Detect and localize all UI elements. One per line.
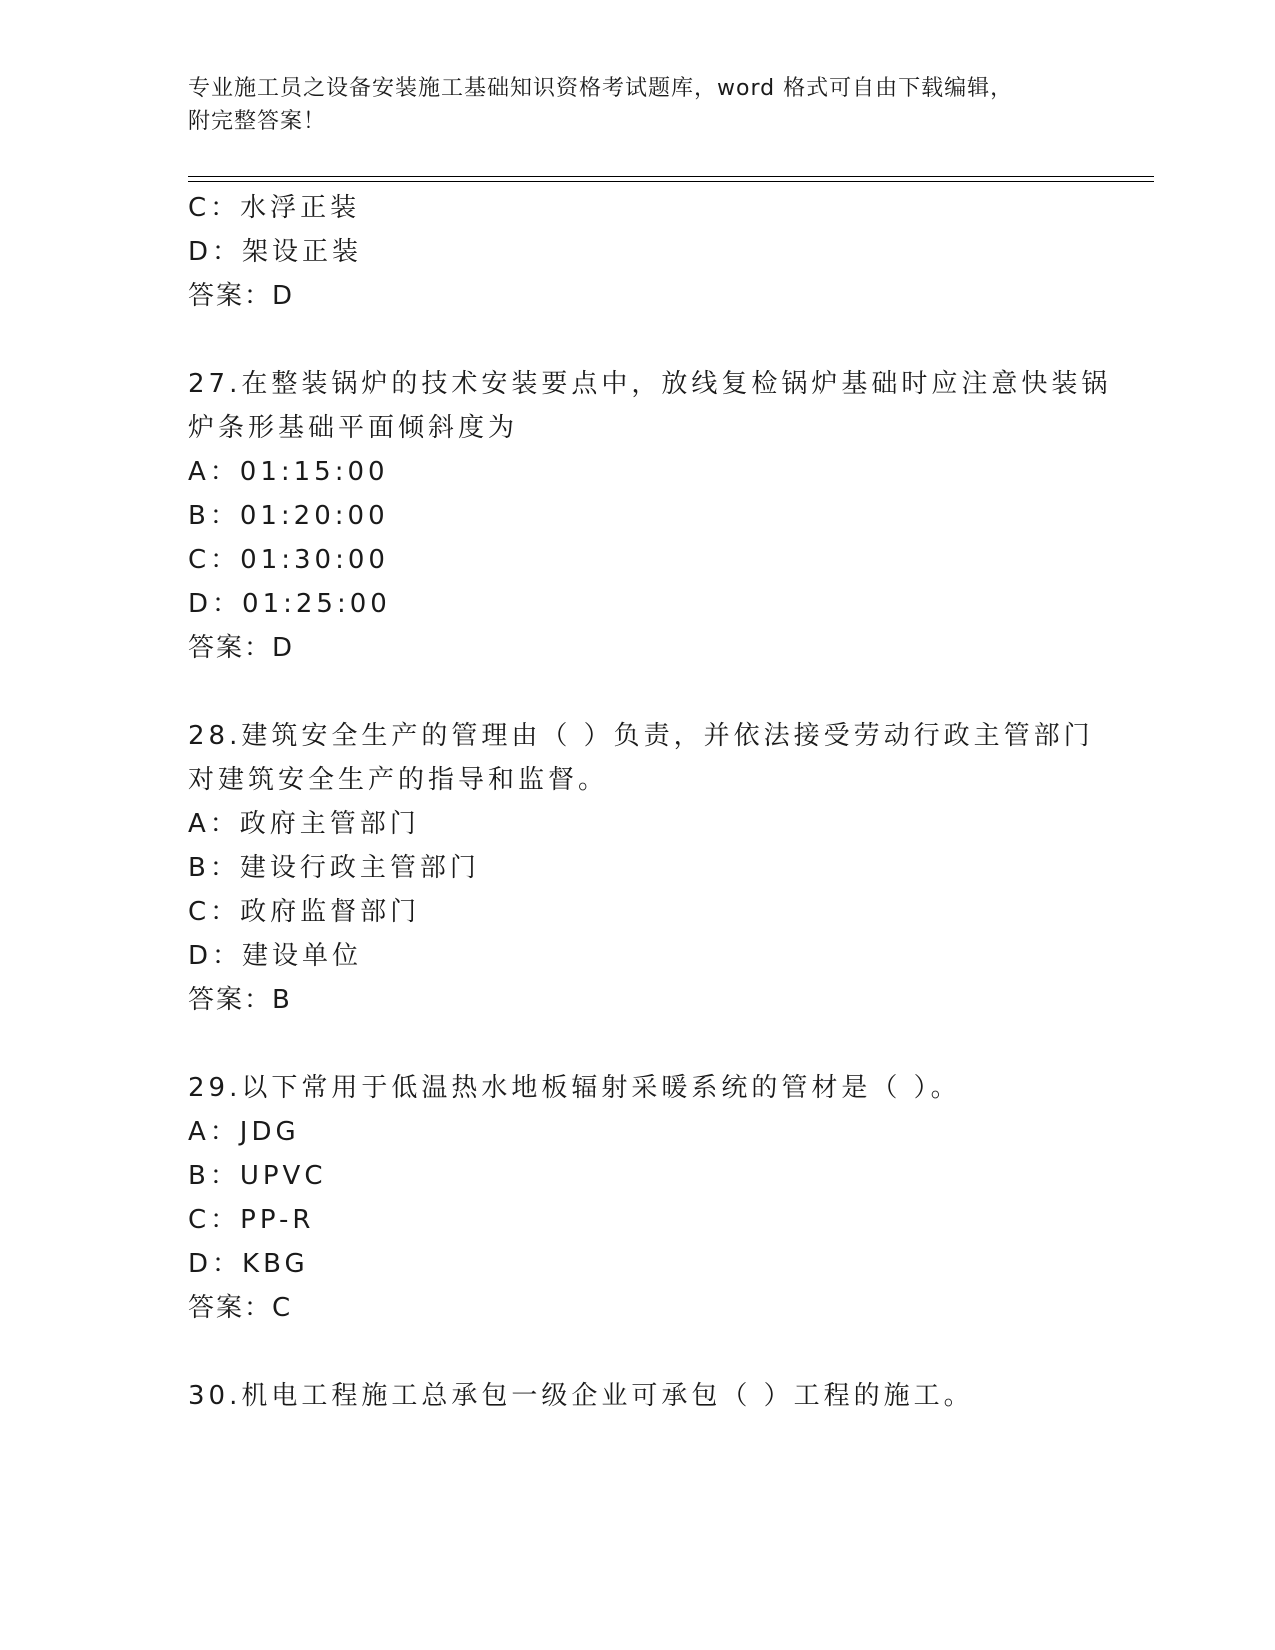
q28-option-d: D：建设单位 [188, 941, 363, 971]
q28-option-a: A：政府主管部门 [188, 809, 420, 839]
q29-option-a: A：JDG [188, 1117, 300, 1147]
q27-stem-line-2: 炉条形基础平面倾斜度为 [188, 413, 519, 443]
q27-stem-line-1: 27.在整装锅炉的技术安装要点中，放线复检锅炉基础时应注意快装锅 [188, 369, 1112, 399]
header-rule-bottom [188, 181, 1154, 182]
q27-option-d: D：01:25:00 [188, 589, 391, 619]
q29-stem-line-1: 29.以下常用于低温热水地板辐射采暖系统的管材是（ ）。 [188, 1073, 961, 1103]
q27-option-c: C：01:30:00 [188, 545, 389, 575]
q29-option-d: D：KBG [188, 1249, 309, 1279]
header-text [188, 72, 1088, 138]
q29-option-c: C：PP-R [188, 1205, 315, 1235]
q28-option-b: B：建设行政主管部门 [188, 853, 480, 883]
q26-option-c: C：水浮正装 [188, 193, 361, 223]
q26-option-d: D：架设正装 [188, 237, 363, 267]
q27-answer: 答案：D [188, 633, 295, 663]
q29-option-b: B：UPVC [188, 1161, 327, 1191]
header-rule-top [188, 176, 1154, 177]
q26-answer: 答案：D [188, 281, 295, 311]
header-line-1: 专业施工员之设备安装施工基础知识资格考试题库，word 格式可自由下载编辑， [188, 76, 1014, 101]
q28-answer: 答案：B [188, 985, 292, 1015]
q28-stem-line-1: 28.建筑安全生产的管理由（ ）负责，并依法接受劳动行政主管部门 [188, 721, 1094, 751]
header-line-2: 附完整答案！ [188, 109, 327, 134]
q27-option-b: B：01:20:00 [188, 501, 389, 531]
q29-answer: 答案：C [188, 1293, 293, 1323]
q30-stem-line-1: 30.机电工程施工总承包一级企业可承包（ ）工程的施工。 [188, 1381, 974, 1411]
q27-option-a: A：01:15:00 [188, 457, 389, 487]
q28-stem-line-2: 对建筑安全生产的指导和监督。 [188, 765, 609, 795]
q28-option-c: C：政府监督部门 [188, 897, 421, 927]
